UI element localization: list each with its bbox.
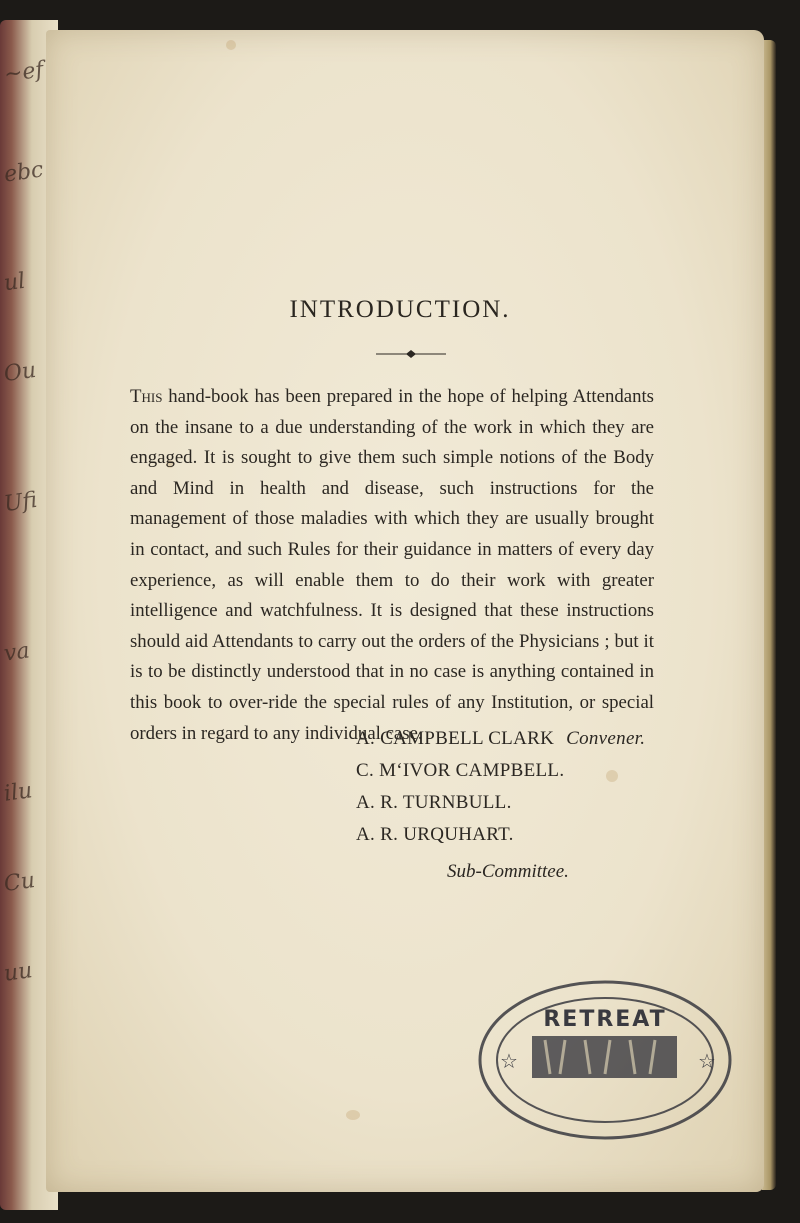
page-fore-edge [762,40,776,1190]
foxing-spot [226,40,236,50]
bleed-through-handwriting: ul [2,268,27,297]
svg-text:☆: ☆ [698,1049,716,1073]
signatory-line [356,728,645,750]
library-stamp [470,968,740,1153]
paragraph-lead-word: This [130,386,163,407]
signatory-line [356,824,514,846]
signatory-line [356,792,512,814]
bleed-through-handwriting: va [2,638,32,667]
bleed-through-handwriting: ebc [2,157,45,188]
bleed-through-handwriting: Ou [2,357,38,388]
bleed-through-handwriting: Ufi [2,487,39,518]
bleed-through-handwriting: Cu [2,867,37,898]
foxing-spot [606,770,618,782]
bleed-through-handwriting: ilu [2,778,34,807]
signatory-line [356,760,564,782]
signatory-name: A. R. TURNBULL. [356,792,512,813]
committee-label: Sub-Committee. [447,861,569,882]
foxing-spot [346,1110,360,1120]
title-rule-ornament [376,348,446,360]
signatory-name: A. CAMPBELL CLARK [356,728,555,749]
paragraph-body: hand-book has been prepared in the hope of helping Attendants on the insane to a due understanding of the work in which they are engaged. It is sought to give them such simple notions of the Body and Mind in health and disease, such instructions for the management of those maladies with which they are usually brought in contact, and such Rules for their guidance in matters of every day experience, as will enable them to do their work with greater intelligence and watchfulness. It is designed that these instructions should aid Attendants to carry out the orders of the Physicians ; but it is to be distinctly understood that in no case is anything contained in this book to over-ride the special rules of any Institution, or special orders in regard to any individual case. [130,386,654,744]
page-title: INTRODUCTION. [289,296,511,323]
bleed-through-handwriting: ~ef [2,57,46,88]
introduction-paragraph [130,382,654,749]
stamp-text: RETREAT [543,1007,667,1032]
bleed-through-handwriting: uu [2,958,34,987]
svg-text:☆: ☆ [500,1049,518,1073]
signatory-name: A. R. URQUHART. [356,824,514,845]
signatory-name: C. M‘IVOR CAMPBELL. [356,760,565,781]
signatory-role: Convener. [566,728,646,749]
